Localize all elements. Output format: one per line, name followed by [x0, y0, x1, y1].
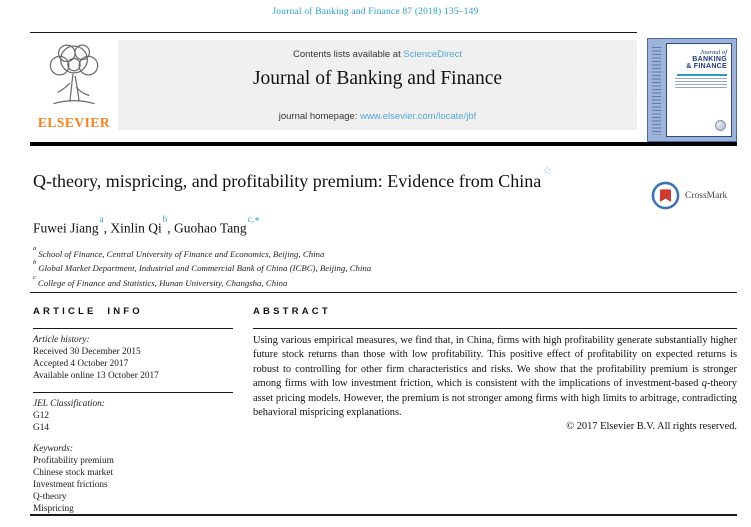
abstract-header: ABSTRACT — [253, 306, 331, 317]
contents-prefix: Contents lists available at — [293, 49, 401, 60]
author-name: Guohao Tang — [174, 220, 247, 236]
bottom-rule — [30, 514, 737, 516]
author-name: Xinlin Qi — [110, 220, 162, 236]
affiliation-line: $^c$College of Finance and Statistics, Hunan University, Changsha, China — [33, 273, 288, 288]
cover-accent-bar — [677, 74, 727, 76]
sciencedirect-link[interactable]: ScienceDirect — [403, 49, 462, 60]
article-title-text: Q-theory, mispricing, and profitability premium: Evidence from China — [33, 171, 542, 191]
history-item: Accepted 4 October 2017 — [33, 359, 129, 369]
affiliation-line: $^a$School of Finance, Central University of Finance and Economics, Beijing, China — [33, 245, 325, 259]
homepage-link[interactable]: www.elsevier.com/locate/jbf — [360, 111, 477, 122]
article-history-label: Article history: — [33, 335, 90, 345]
keyword-item: Investment frictions — [33, 480, 108, 490]
journal-cover-thumbnail[interactable] — [647, 38, 737, 142]
homepage-line — [118, 111, 637, 122]
copyright-line: © 2017 Elsevier B.V. All rights reserved. — [566, 421, 737, 433]
homepage-prefix: journal homepage: — [278, 111, 358, 122]
cover-title-line2: BANKING — [692, 56, 727, 63]
cover-globe-icon — [715, 120, 726, 131]
elsevier-tree-icon — [41, 42, 107, 114]
cover-title-line1: Journal of — [700, 49, 727, 56]
keyword-item: Mispricing — [33, 504, 74, 514]
jel-code: G14 — [33, 423, 50, 433]
journal-citation: Journal of Banking and Finance 87 (2018) 135–149 — [272, 7, 479, 17]
cover-mini-text-lines — [667, 78, 731, 88]
cover-panel — [666, 43, 732, 137]
article-info-header-rule — [33, 328, 233, 329]
author-line: Fuwei Jiang$^a$, Xinlin Qi$^b$, Guohao Tang$^{c,∗}$ — [33, 214, 261, 236]
jel-code: G12 — [33, 411, 50, 421]
masthead-divider-rule — [30, 142, 737, 146]
author-affil-mark[interactable]: a — [99, 214, 104, 224]
keyword-item: Chinese stock market — [33, 468, 114, 478]
article-history-group — [33, 334, 233, 382]
title-footnote-star[interactable]: ☆ — [542, 165, 553, 177]
section-top-rule — [30, 292, 737, 293]
affiliation-line: $^b$Global Market Department, Industrial and Commercial Bank of China (ICBC), Beijing, China — [33, 259, 372, 274]
author-affil-mark[interactable]: c,∗ — [247, 214, 261, 224]
cover-title-line3: & FINANCE — [686, 63, 727, 70]
history-item: Received 30 December 2015 — [33, 347, 141, 357]
author-name: Fuwei Jiang — [33, 220, 99, 236]
keyword-item: Q-theory — [33, 492, 67, 502]
contents-list-line — [118, 49, 637, 60]
q-italic: q — [701, 378, 707, 390]
cover-spine-text — [652, 47, 661, 135]
history-item: Available online 13 October 2017 — [33, 371, 159, 381]
abstract-column — [253, 306, 737, 435]
abstract-header-rule — [253, 328, 737, 329]
keyword-item: Profitability premium — [33, 456, 114, 466]
crossmark-label: CrossMark — [685, 191, 728, 201]
elsevier-logo[interactable] — [36, 42, 112, 142]
article-info-header: ARTICLE INFO — [33, 306, 143, 317]
article-history-rule — [33, 392, 233, 393]
crossmark-badge[interactable] — [651, 181, 746, 213]
author-affil-mark[interactable]: b — [162, 214, 168, 224]
elsevier-wordmark: ELSEVIER — [37, 115, 111, 130]
top-rule — [30, 32, 637, 33]
journal-name: Journal of Banking and Finance — [252, 68, 503, 89]
masthead-box — [118, 40, 637, 130]
abstract-text: Using various empirical measures, we find that, in China, firms with high profitability generate substantially higher future stock returns than those with low profitability. This positive effect of profitability on expected returns is robust to controlling for other firm characteristics and risks. We show that the profitability premium is stronger among firms with low investment friction, which is consistent with the implications of investment-based q-theory asset pricing models. However, the premium is not stronger among firms with high limits to arbitrage, contradicting behavioral mispricing explanations. — [253, 335, 737, 419]
article-info-column — [33, 306, 233, 515]
keywords-label: Keywords: — [33, 444, 73, 454]
keywords-group — [33, 443, 233, 515]
affiliations — [33, 246, 371, 289]
article-title — [33, 165, 643, 192]
crossmark-icon — [651, 181, 680, 210]
jel-label: JEL Classification: — [33, 399, 105, 409]
jel-group — [33, 398, 233, 434]
